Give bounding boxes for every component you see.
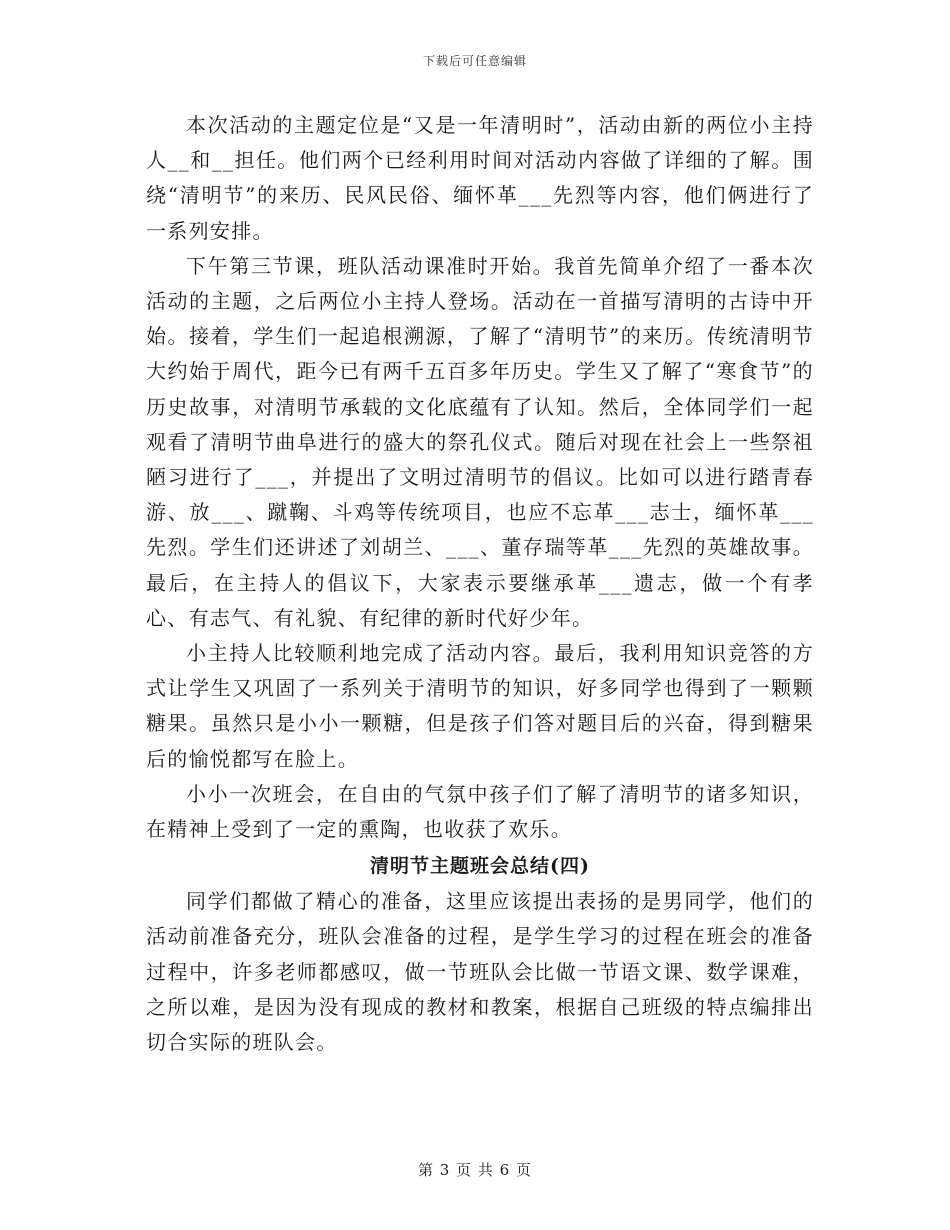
page-header: 下载后可任意编辑 — [422, 54, 527, 68]
paragraph-4: 小小一次班会，在自由的气氛中孩子们了解了清明节的诸多知识，在精神上受到了一定的熏陶，也收获了欢乐。 — [146, 781, 814, 842]
paragraph-3: 小主持人比较顺利地完成了活动内容。最后，我利用知识竞答的方式让学生又巩固了一系列关于清明节的知识，好多同学也得到了一颗颗糖果。虽然只是小小一颗糖，但是孩子们答对题目后的兴奋，得到糖果后的愉悦都写在脸上。 — [146, 641, 814, 771]
section-paragraph-1: 同学们都做了精心的准备，这里应该提出表扬的是男同学，他们的活动前准备充分，班队会准备的过程，是学生学习的过程在班会的准备过程中，许多老师都感叹，做一节班队会比做一节语文课、数学课难，之所以难，是因为没有现成的教材和教案，根据自己班级的特点编排出切合实际的班队会。 — [146, 889, 814, 1055]
paragraph-1: 本次活动的主题定位是“又是一年清明时”，活动由新的两位小主持人__和__担任。他们两个已经利用时间对活动内容做了详细的了解。围绕“清明节”的来历、民风民俗、缅怀革___先烈等内容，他们俩进行了一系列安排。 — [146, 113, 814, 243]
document-body — [146, 108, 814, 1060]
paragraph-2: 下午第三节课，班队活动课准时开始。我首先简单介绍了一番本次活动的主题，之后两位小主持人登场。活动在一首描写清明的古诗中开始。接着，学生们一起追根溯源，了解了“清明节”的来历。传统清明节大约始于周代，距今已有两千五百多年历史。学生又了解了“寒食节”的历史故事，对清明节承载的文化底蕴有了认知。然后，全体同学们一起观看了清明节曲阜进行的盛大的祭孔仪式。随后对现在社会上一些祭祖陋习进行了___，并提出了文明过清明节的倡议。比如可以进行踏青春游、放___、蹴鞠、斗鸡等传统项目，也应不忘革___志士，缅怀革___先烈。学生们还讲述了刘胡兰、___、董存瑞等革___先烈的英雄故事。最后，在主持人的倡议下，大家表示要继承革___遗志，做一个有孝心、有志气、有礼貌、有纪律的新时代好少年。 — [146, 253, 814, 630]
section-title: 清明节主题班会总结(四) — [370, 855, 590, 878]
page-footer: 第 3 页 共 6 页 — [418, 1161, 532, 1179]
